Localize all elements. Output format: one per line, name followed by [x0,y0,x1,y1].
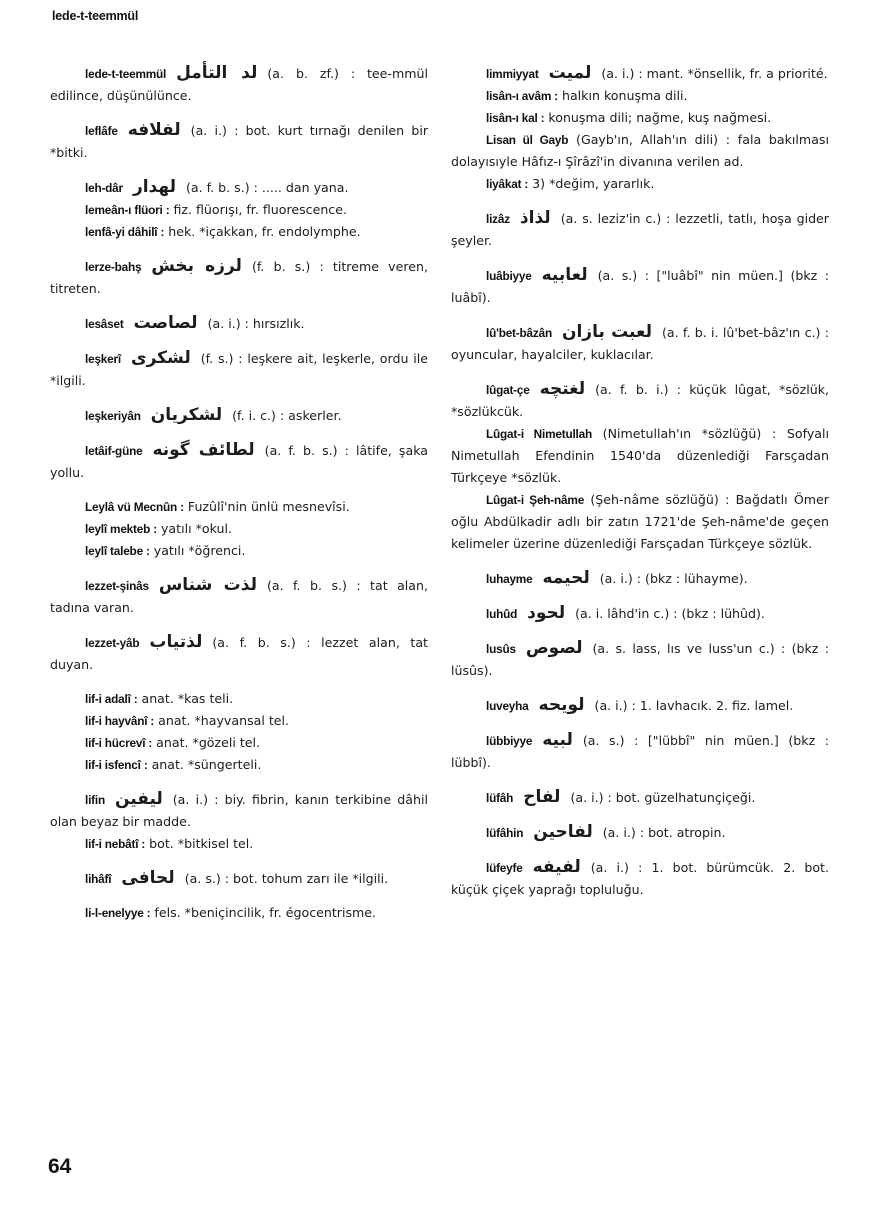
arabic-script: لذتياب [149,632,203,652]
headword: lif-i nebâtî : [85,837,146,851]
definition: (a. b. zf.) : tee-mmül edilince, düşünülünce. [50,66,428,103]
headword: lûgat-çe [486,383,530,397]
right-column [451,62,829,913]
definition: halkın konuşma dili. [561,88,688,103]
entry [50,902,428,924]
definition: (a. f. b. s.) : lezzet alan, tat duyan. [50,635,428,672]
definition: (a. f. b. s.) : ..... dan yana. [185,180,349,195]
entry [50,631,428,676]
headword: luhayme [486,572,533,586]
definition: 3) *değim, yararlık. [532,176,655,191]
definition: yatılı *öğrenci. [153,543,246,558]
definition: anat. *gözeli tel. [156,735,261,750]
definition: (Şeh-nâme sözlüğü) : Bağdatlı Ömer oğlu Abdülkadir adlı bir zatın 1721'de Şeh-nâme'de geçen kelimeler üzerine düzenlediği Farsçadan Türkçeye sözlük. [451,492,829,551]
entry [50,221,428,243]
headword: lezzet-şinâs [85,579,149,593]
headword: lüfeyfe [486,861,523,875]
headword: lisân-ı kal : [486,111,545,125]
definition: Fuzûlî'nin ünlü mesnevîsi. [187,499,350,514]
definition: fels. *beniçincilik, fr. égocentrisme. [154,905,377,920]
headword: leylî talebe : [85,544,150,558]
arabic-script: لرزه بخش [151,256,242,276]
definition: (a. f. b. i. lû'bet-bâz'ın c.) : oyuncular, hayalciler, kuklacılar. [451,325,829,362]
definition: (a. i.) : (bkz : lühayme). [599,571,748,586]
arabic-script: لشكريان [150,405,223,425]
headword: lezzet-yâb [85,636,140,650]
headword: Lisan ül Gayb [486,133,569,147]
arabic-script: لبيه [542,730,573,750]
definition: (a. s.) : bot. tohum zarı ile *ilgili. [184,871,389,886]
arabic-script: لغتچه [539,379,586,399]
definition: (a. s.) : ["luâbî" nin müen.] (bkz : luâbî). [451,268,829,305]
arabic-script: لذاذ [519,208,551,228]
arabic-script: لحود [527,603,566,623]
entry [50,788,428,833]
definition: fiz. flüorışı, fr. fluorescence. [173,202,347,217]
entry [50,255,428,300]
headword: leflâfe [85,124,118,138]
entry [451,602,829,625]
headword: lenfâ-yi dâhilî : [85,225,165,239]
definition: (Gayb'ın, Allah'ın dili) : fala bakılması dolayısıyle Hâfız-ı Şîrâzî'in divanına verilen ad. [451,132,829,169]
arabic-script: لعبت بازان [561,322,652,342]
headword: lüfâh [486,791,514,805]
entry [451,567,829,590]
headword: leylî mekteb : [85,522,157,536]
entry [451,694,829,717]
definition: (a. f. b. i.) : küçük lûgat, *sözlük, *sözlükcük. [451,382,829,419]
arabic-script: لويحه [538,695,585,715]
headword: Leylâ vü Mecnûn : [85,500,184,514]
headword: lede-t-teemmül [85,67,167,81]
definition: (a. f. b. s.) : lâtife, şaka yollu. [50,443,428,480]
entry [451,423,829,489]
definition: (a. i.) : 1. bot. bürümcük. 2. bot. küçük çiçek yaprağı topluluğu. [451,860,829,897]
arabic-script: لطائف گونه [152,440,255,460]
headword: lüfâhin [486,826,524,840]
headword: lesâset [85,317,124,331]
entry [451,85,829,107]
entry [451,729,829,774]
headword: li-l-enelyye : [85,906,151,920]
headword: letâif-güne [85,444,143,458]
arabic-script: لشكرى [131,348,191,368]
entry [50,867,428,890]
definition: (a. s. lass, lıs ve luss'un c.) : (bkz : lüsûs). [451,641,829,678]
arabic-script: لذت شناس [158,575,257,595]
definition: anat. *süngerteli. [151,757,262,772]
definition: (a. i. lâhd'in c.) : (bkz : lühûd). [575,606,765,621]
headword: leşkerî [85,352,121,366]
entry [451,821,829,844]
entry [50,688,428,710]
arabic-script: لهدار [132,177,176,197]
entry [50,312,428,335]
entry [451,107,829,129]
entry [50,754,428,776]
arabic-script: لحيمه [542,568,590,588]
entry [451,264,829,309]
entry [451,637,829,682]
headword: lisân-ı avâm : [486,89,558,103]
arabic-script: لفاحين [533,822,593,842]
definition: (a. i.) : mant. *önsellik, fr. a priorité. [601,66,828,81]
left-column [50,62,428,936]
entry [50,710,428,732]
headword: lizâz [486,212,510,226]
entry [50,732,428,754]
definition: hek. *içakkan, fr. endolymphe. [168,224,361,239]
headword: lemeân-ı flüori : [85,203,170,217]
definition: (a. s.) : ["lübbî" nin müen.] (bkz : lübbî). [451,733,829,770]
entry [50,404,428,427]
headword: lif-i isfencî : [85,758,148,772]
arabic-script: لعابيه [541,265,588,285]
arabic-script: ليفين [114,789,163,809]
entry [50,347,428,392]
definition: yatılı *okul. [160,521,232,536]
entry [451,378,829,423]
headword: Lûgat-i Şeh-nâme [486,493,585,507]
arabic-script: لفاح [523,787,561,807]
headword: lif-i hayvânî : [85,714,155,728]
definition: (f. b. s.) : titreme veren, titreten. [50,259,428,296]
arabic-script: لفيفه [532,857,581,877]
headword: liyâkat : [486,177,529,191]
definition: (a. i.) : hırsızlık. [207,316,305,331]
entry [451,856,829,901]
entry [451,129,829,173]
running-head: lede-t-teemmül [52,9,139,23]
definition: (a. i.) : bot. güzelhatunçiçeği. [570,790,756,805]
definition: bot. *bitkisel tel. [149,836,254,851]
definition: (Nimetullah'ın *sözlüğü) : Sofyalı Nimetullah Efendinin 1540'da düzenlediği Farsçadan Türkçeye *sözlük. [451,426,829,485]
definition: anat. *hayvansal tel. [158,713,290,728]
entry [451,321,829,366]
arabic-script: لحافى [121,868,175,888]
headword: lif-i hücrevî : [85,736,153,750]
definition: konuşma dili; nağme, kuş nağmesi. [548,110,772,125]
entry [50,496,428,518]
headword: Lûgat-i Nimetullah [486,427,592,441]
headword: lifin [85,793,105,807]
page-number: 64 [48,1155,72,1178]
arabic-script: لميت [548,63,592,83]
arabic-script: لصاصت [133,313,198,333]
entry [50,540,428,562]
definition: (a. i.) : bot. atropin. [602,825,726,840]
definition: (a. s. leziz'in c.) : lezzetli, tatlı, hoşa gider şeyler. [451,211,829,248]
entry [50,176,428,199]
headword: limmiyyat [486,67,539,81]
headword: luhûd [486,607,518,621]
definition: (a. i.) : biy. fibrin, kanın terkibine dâhil olan beyaz bir madde. [50,792,428,829]
headword: lû'bet-bâzân [486,326,552,340]
arabic-script: لد التأمل [176,63,258,83]
entry [50,119,428,164]
entry [50,574,428,619]
headword: lusûs [486,642,516,656]
entry [50,833,428,855]
entry [50,439,428,484]
definition: (f. i. c.) : askerler. [232,408,342,423]
headword: lerze-bahş [85,260,142,274]
entry [451,489,829,555]
entry [451,786,829,809]
entry [451,62,829,85]
definition: (a. f. b. s.) : tat alan, tadına varan. [50,578,428,615]
headword: leh-dâr [85,181,123,195]
entry [451,207,829,252]
entry [451,173,829,195]
arabic-script: لصوص [525,638,583,658]
headword: lif-i adalî : [85,692,138,706]
entry [50,199,428,221]
definition: (f. s.) : leşkere ait, leşkerle, ordu ile *ilgili. [50,351,428,388]
definition: (a. i.) : bot. kurt tırnağı denilen bir *bitki. [50,123,428,160]
headword: luveyha [486,699,529,713]
headword: lübbiyye [486,734,533,748]
definition: (a. i.) : 1. lavhacık. 2. fiz. lamel. [594,698,794,713]
arabic-script: لفلافه [127,120,181,140]
headword: leşkeriyân [85,409,141,423]
entry [50,518,428,540]
headword: lihâfî [85,872,112,886]
entry [50,62,428,107]
headword: luâbiyye [486,269,532,283]
definition: anat. *kas teli. [141,691,234,706]
